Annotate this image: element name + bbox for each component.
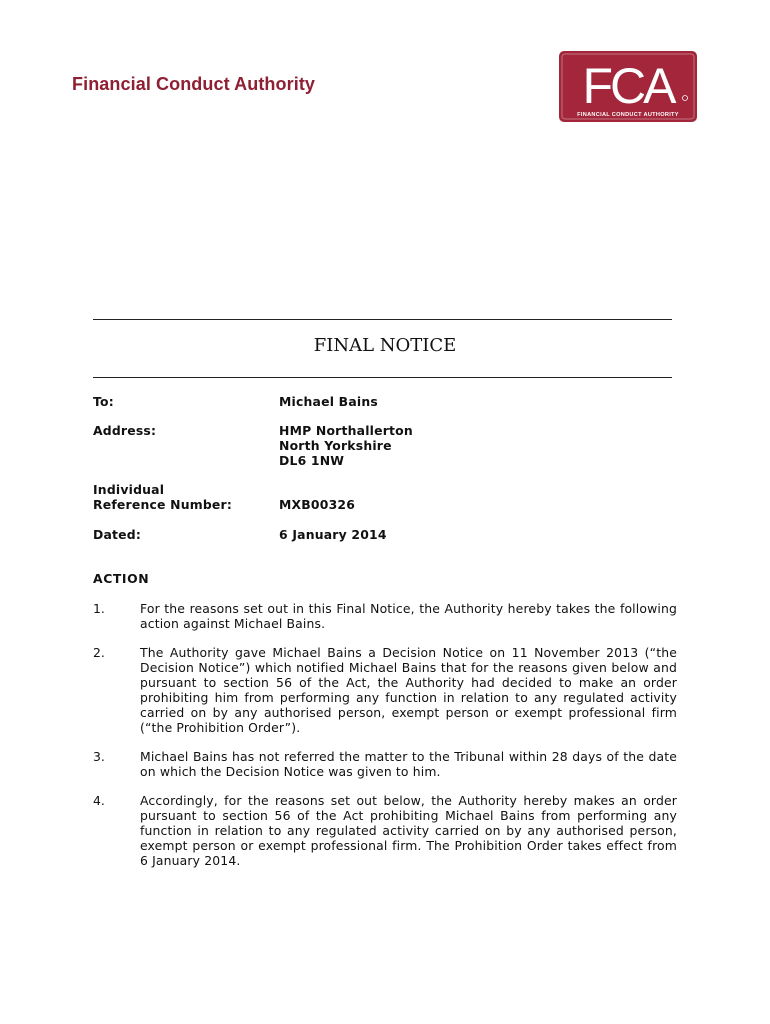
logo-tagline: FINANCIAL CONDUCT AUTHORITY [577, 112, 679, 118]
to-label: To: [93, 394, 114, 409]
address-label: Address: [93, 423, 157, 438]
paragraph-text: The Authority gave Michael Bains a Decision Notice on 11 November 2013 (“the Decision Notice”) which notified Michael Bains that for the reasons given below and pursuant to section 56 of the Act, the Authority had decided to make an order prohibiting him from performing any function in relation to any regulated activity carried on by any authorised person, exempt person or exempt professional firm (“the Prohibition Order”). [140, 645, 677, 735]
paragraph-text: For the reasons set out in this Final Notice, the Authority hereby takes the following action against Michael Bains. [140, 601, 677, 631]
organization-name: Financial Conduct Authority [72, 74, 316, 94]
paragraph-number: 2. [93, 645, 105, 660]
reference-number: MXB00326 [279, 497, 356, 512]
dated-value: 6 January 2014 [279, 527, 387, 542]
recipient-name: Michael Bains [279, 394, 378, 409]
top-divider [93, 319, 672, 320]
fca-logo [559, 51, 697, 122]
address-line: DL6 1NW [279, 453, 345, 468]
reference-label-line: Reference Number: [93, 497, 232, 512]
notice-title: FINAL NOTICE [313, 335, 457, 356]
paragraph-number: 3. [93, 749, 105, 764]
paragraph-text: Michael Bains has not referred the matter to the Tribunal within 28 days of the date on which the Decision Notice was given to him. [140, 749, 677, 779]
paragraph-number: 1. [93, 601, 105, 616]
bottom-divider [93, 377, 672, 378]
action-heading: ACTION [93, 571, 150, 586]
dated-label: Dated: [93, 527, 141, 542]
paragraph-number: 4. [93, 793, 105, 808]
reference-label-line: Individual [93, 482, 165, 497]
logo-letters: FCA [582, 58, 674, 114]
address-line: HMP Northallerton [279, 423, 413, 438]
paragraph-text: Accordingly, for the reasons set out below, the Authority hereby makes an order pursuant to section 56 of the Act prohibiting Michael Bains from performing any function in relation to any regulated activity carried on by any authorised person, exempt person or exempt professional firm. The Prohibition Order takes effect from 6 January 2014. [140, 793, 677, 868]
address-line: North Yorkshire [279, 438, 392, 453]
